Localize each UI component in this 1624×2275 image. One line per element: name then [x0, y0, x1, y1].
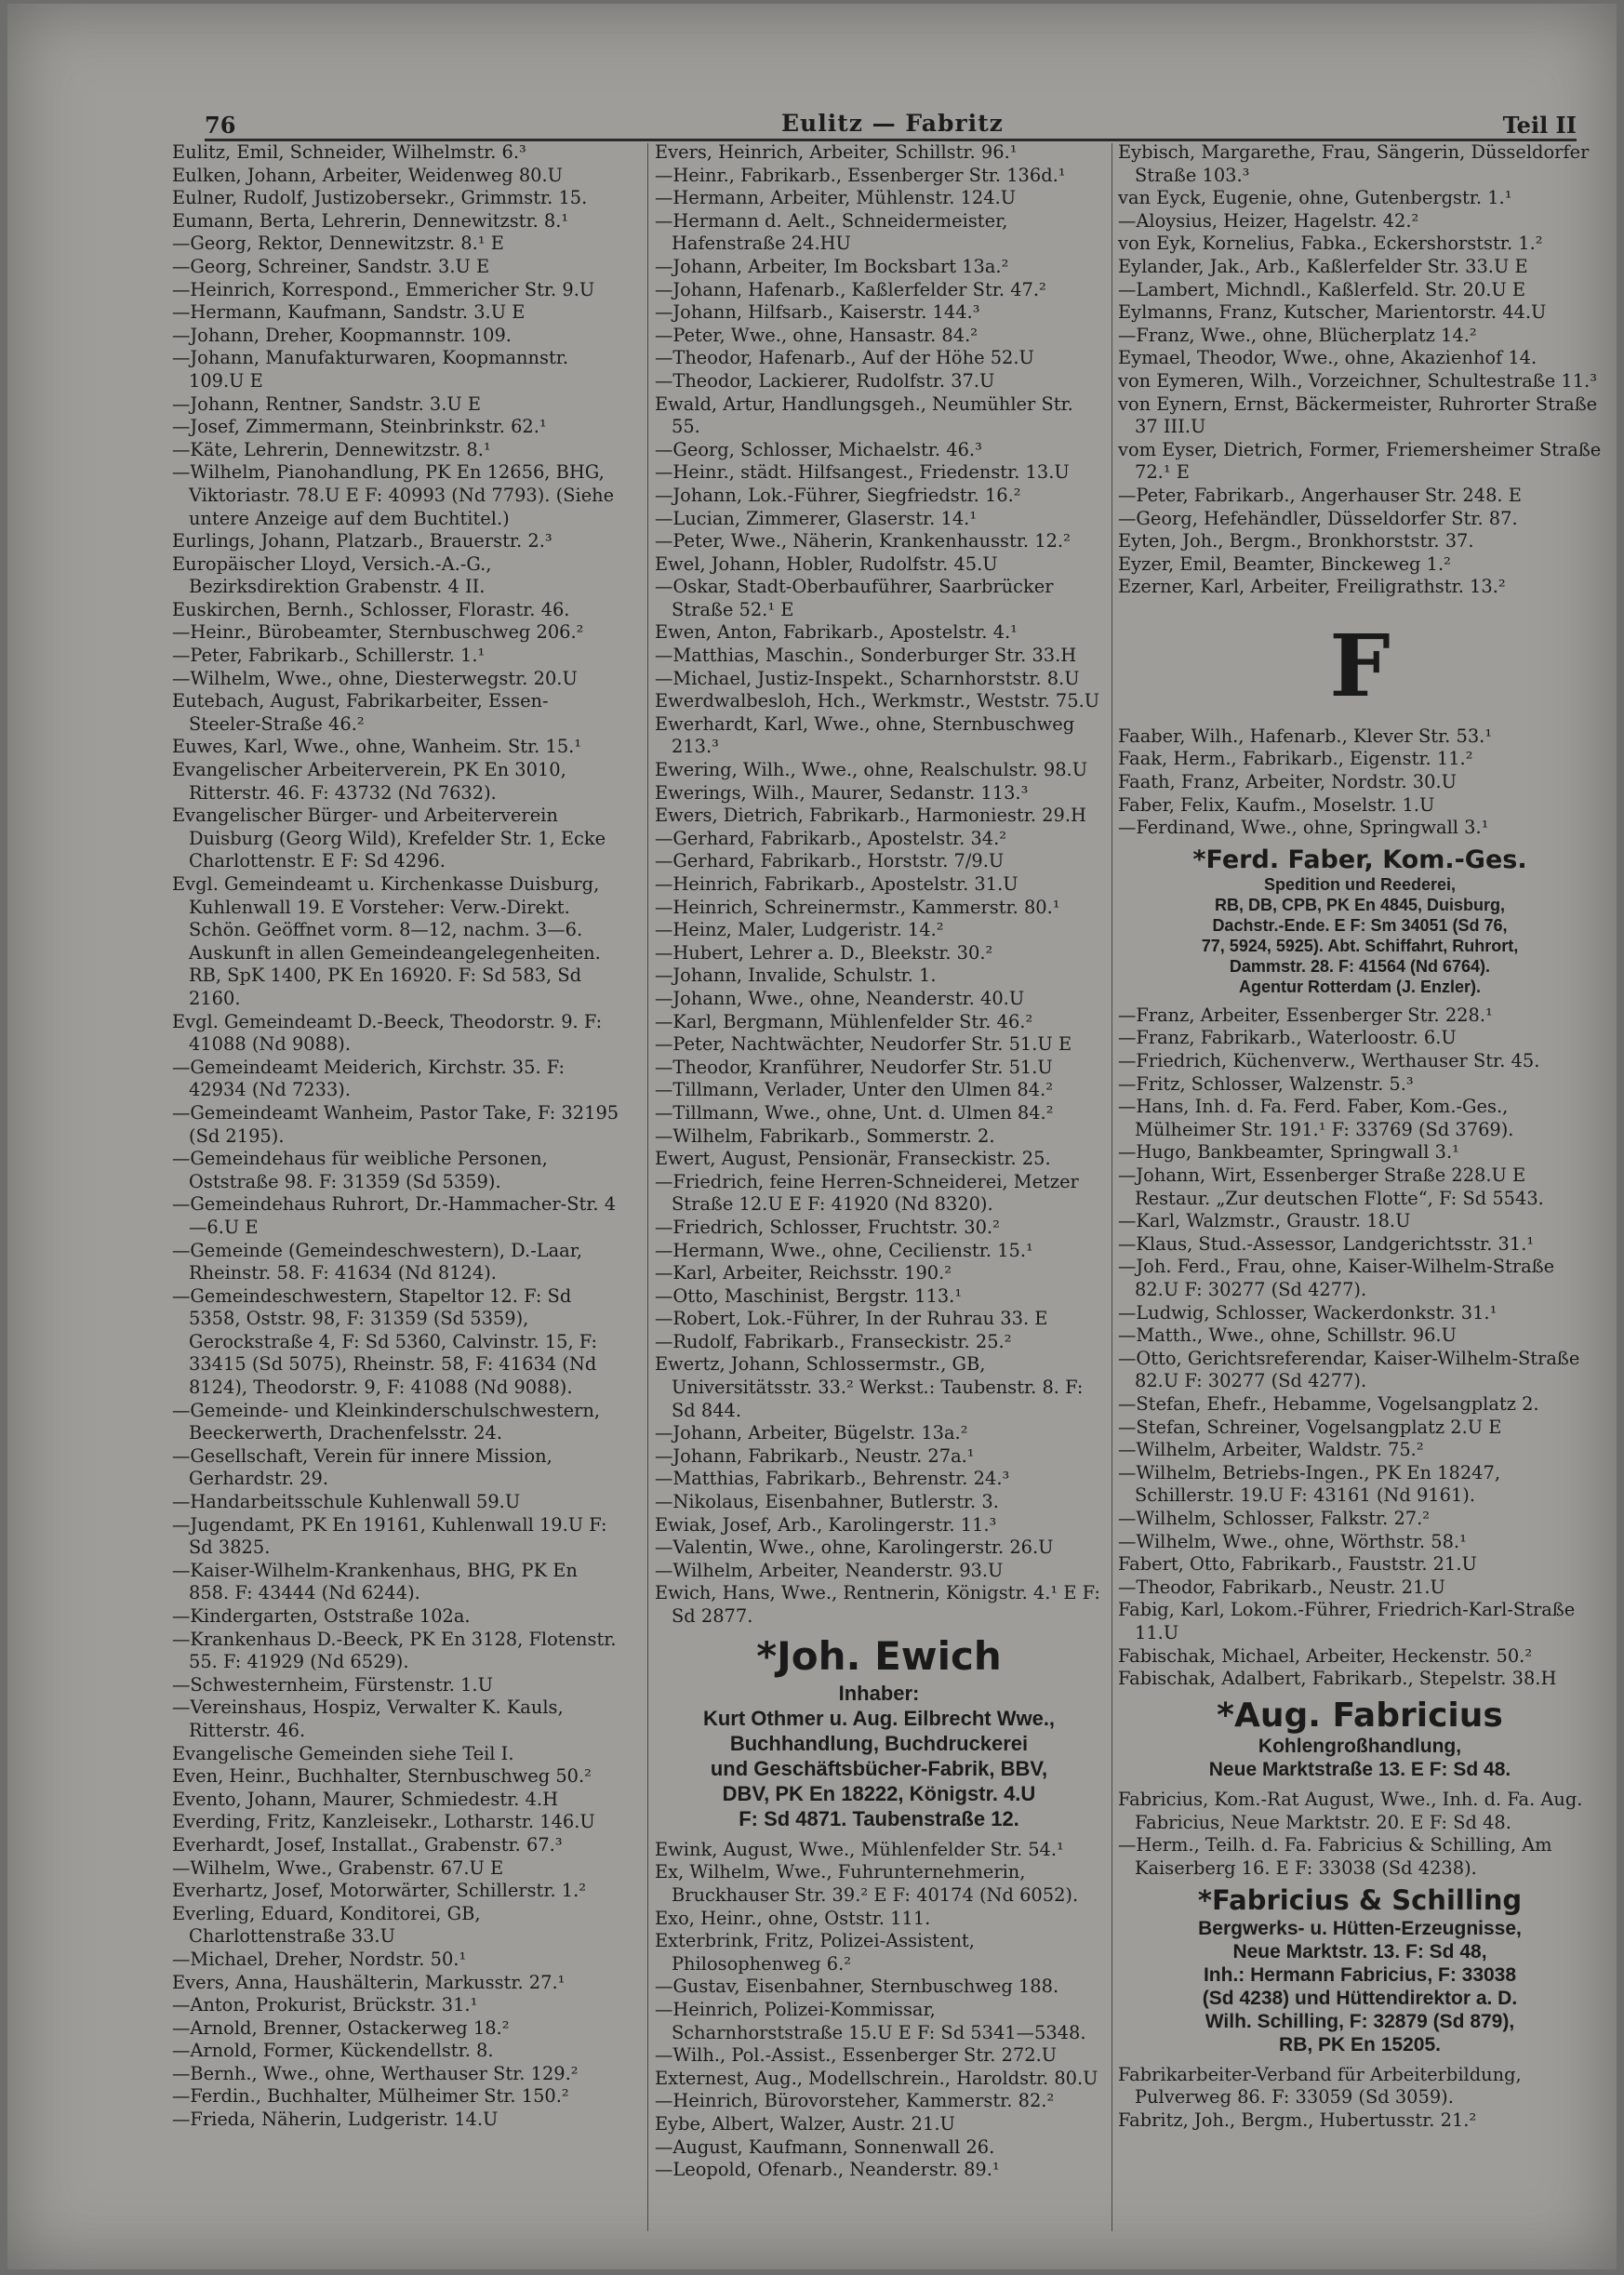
directory-entry: —Valentin, Wwe., ohne, Karolingerstr. 26.U — [655, 1537, 1054, 1559]
directory-entry: Fabischak, Adalbert, Fabrikarb., Stepelstr. 38.H — [1118, 1668, 1557, 1690]
directory-entry: —Karl, Arbeiter, Reichsstr. 190.² — [655, 1262, 952, 1284]
directory-entry: —Stefan, Ehefr., Hebamme, Vogelsangplatz 2. — [1118, 1392, 1539, 1415]
directory-entry: Fabischak, Michael, Arbeiter, Heckenstr. 50.² — [1118, 1644, 1533, 1667]
directory-entry: —Aloysius, Heizer, Hagelstr. 42.² — [1118, 209, 1419, 232]
advertisement-title: *Aug. Fabricius — [1217, 1696, 1503, 1735]
directory-entry: Ewald, Artur, Handlungsgeh., Neumühler Str. 55. — [655, 392, 1073, 438]
directory-entry: —Gerhard, Fabrikarb., Horststr. 7/9.U — [655, 850, 1005, 872]
directory-entry: Ewel, Johann, Hobler, Rudolfstr. 45.U — [655, 552, 998, 575]
advertisement-title: *Joh. Ewich — [756, 1632, 1002, 1679]
directory-entry: —Hermann, Arbeiter, Mühlenstr. 124.U — [655, 187, 1017, 209]
column-3 — [1118, 141, 1602, 2133]
directory-entry: Eurlings, Johann, Platzarb., Brauerstr. 2.³ — [172, 530, 552, 552]
directory-entry: Eyzer, Emil, Beamter, Binckeweg 1.² — [1118, 552, 1451, 575]
directory-entry: —Heinr., Bürobeamter, Sternbuschweg 206.² — [172, 621, 584, 644]
directory-entry: Fabritz, Joh., Bergm., Hubertusstr. 21.² — [1118, 2109, 1477, 2131]
directory-entry: —Hermann, Wwe., ohne, Cecilienstr. 15.¹ — [655, 1239, 1033, 1261]
directory-entry: Eybe, Albert, Walzer, Austr. 21.U — [655, 2113, 955, 2135]
column-1 — [172, 141, 620, 2132]
directory-entry: —Friedrich, Küchenverw., Werthauser Str. 45. — [1118, 1050, 1540, 1072]
directory-entry: —Ferdinand, Wwe., ohne, Springwall 3.¹ — [1118, 817, 1489, 839]
directory-entry: —Ferdin., Buchhalter, Mülheimer Str. 150.² — [172, 2085, 569, 2108]
directory-entry: —Johann, Rentner, Sandstr. 3.U E — [172, 392, 482, 415]
directory-entry: —Theodor, Hafenarb., Auf der Höhe 52.U — [655, 347, 1034, 369]
directory-entry: —Michael, Dreher, Nordstr. 50.¹ — [172, 1948, 467, 1970]
directory-entry: —Hugo, Bankbeamter, Springwall 3.¹ — [1118, 1141, 1459, 1164]
page-number: 76 — [205, 112, 236, 139]
directory-entry: Ewich, Hans, Wwe., Rentnerin, Königstr. 4.¹ E F: Sd 2877. — [655, 1582, 1100, 1627]
directory-page — [7, 4, 1617, 2269]
directory-entry: —Wilhelm, Schlosser, Falkstr. 27.² — [1118, 1507, 1431, 1529]
column-divider — [647, 143, 648, 2231]
directory-entry: Eyten, Joh., Bergm., Bronkhorststr. 37. — [1118, 530, 1474, 552]
directory-entry: Fabrikarbeiter-Verband für Arbeiterbildung, Pulverweg 86. F: 33059 (Sd 3059). — [1118, 2063, 1522, 2109]
advertisement-line: F: Sd 4871. Taubenstraße 12. — [739, 1806, 1019, 1830]
directory-entry: —Gemeindehaus für weibliche Personen, Oststraße 98. F: 31359 (Sd 5359). — [172, 1148, 548, 1192]
directory-entry: —Handarbeitsschule Kuhlenwall 59.U — [172, 1491, 521, 1513]
directory-entry: —Wilhelm, Wwe., ohne, Wörthstr. 58.¹ — [1118, 1530, 1467, 1552]
directory-entry: —Franz, Fabrikarb., Waterloostr. 6.U — [1118, 1027, 1457, 1049]
directory-entry: Ewink, August, Wwe., Mühlenfelder Str. 54.¹ — [655, 1838, 1064, 1860]
directory-entry: —Wilhelm, Fabrikarb., Sommerstr. 2. — [655, 1124, 995, 1147]
directory-entry: Everling, Eduard, Konditorei, GB, Charlottenstraße 33.U — [172, 1902, 481, 1948]
directory-entry: —Johann, Wirt, Essenberger Straße 228.U E Restaur. „Zur deutschen Flotte“, F: Sd 5543. — [1118, 1164, 1544, 1209]
directory-entry: Faber, Felix, Kaufm., Moselstr. 1.U — [1118, 793, 1435, 816]
directory-entry: Even, Heinr., Buchhalter, Sternbuschweg 50.² — [172, 1765, 592, 1788]
directory-entry: Eumann, Berta, Lehrerin, Dennewitzstr. 8.¹ — [172, 209, 569, 232]
advertisement-line: und Geschäftsbücher-Fabrik, BBV, — [710, 1756, 1048, 1780]
directory-entry: Eylander, Jak., Arb., Kaßlerfelder Str. 33.U E — [1118, 255, 1528, 277]
directory-entry: —Arnold, Former, Kückendellstr. 8. — [172, 2040, 494, 2062]
directory-entry: —Hermann, Kaufmann, Sandstr. 3.U E — [172, 301, 526, 324]
advertisement-line: DBV, PK En 18222, Königstr. 4.U — [722, 1781, 1036, 1805]
directory-entry: —Wilhelm, Arbeiter, Neanderstr. 93.U — [655, 1559, 1004, 1581]
directory-entry: —Tillmann, Wwe., ohne, Unt. d. Ulmen 84.² — [655, 1101, 1054, 1124]
advertisement-line: Inh.: Hermann Fabricius, F: 33038 — [1203, 1963, 1517, 1986]
directory-entry: —Klaus, Stud.-Assessor, Landgerichtsstr. 31.¹ — [1118, 1232, 1535, 1255]
directory-entry: —Lambert, Michndl., Kaßlerfeld. Str. 20.U E — [1118, 278, 1526, 300]
directory-entry: —Otto, Gerichtsreferendar, Kaiser-Wilhelm-Straße 82.U F: 30277 (Sd 4277). — [1118, 1347, 1580, 1392]
directory-entry: —August, Kaufmann, Sonnenwall 26. — [655, 2135, 995, 2158]
directory-entry: Evento, Johann, Maurer, Schmiedestr. 4.H — [172, 1788, 558, 1810]
directory-entry: Everhartz, Josef, Motorwärter, Schillerstr. 1.² — [172, 1880, 587, 1902]
directory-entry: von Eyk, Kornelius, Fabkа., Eckershorststr. 1.² — [1118, 233, 1543, 255]
directory-entry: Evgl. Gemeindeamt u. Kirchenkasse Duisburg, Kuhlenwall 19. E Vorsteher: Verw.-Direkt. Schön. Geöffnet vorm. 8—12, nachm. 3—6. Auskunft in allen Gemeindeangelegenheiten. RB, SpK 1400, PK En 16920. F: Sd 583, Sd 2160. — [172, 873, 601, 1009]
directory-entry: —Johann, Arbeiter, Im Bocksbart 13a.² — [655, 255, 1009, 277]
directory-entry: —Matthias, Fabrikarb., Behrenstr. 24.³ — [655, 1468, 1010, 1490]
advertisement-line: Spedition und Reederei, — [1263, 874, 1457, 894]
directory-entry: —Kaiser-Wilhelm-Krankenhaus, BHG, PK En 858. F: 43444 (Nd 6244). — [172, 1559, 578, 1604]
directory-entry: Evangelische Gemeinden siehe Teil I. — [172, 1742, 514, 1764]
directory-entry: —Peter, Wwe., ohne, Hansastr. 84.² — [655, 324, 978, 346]
advertisement — [655, 1634, 1103, 1831]
advertisement-line: Dammstr. 28. F: 41564 (Nd 6764). — [1229, 956, 1491, 976]
directory-entry: —Heinr., städt. Hilfsangest., Friedenstr. 13.U — [655, 461, 1070, 484]
directory-entry: —Theodor, Lackierer, Rudolfstr. 37.U — [655, 369, 995, 392]
directory-entry: von Eymeren, Wilh., Vorzeichner, Schultestraße 11.³ — [1118, 369, 1597, 392]
directory-entry: —Nikolaus, Eisenbahner, Butlerstr. 3. — [655, 1491, 999, 1513]
directory-entry: Ewering, Wilh., Wwe., ohne, Realschulstr. 98.U — [655, 759, 1088, 781]
directory-entry: —Karl, Bergmann, Mühlenfelder Str. 46.² — [655, 1010, 1033, 1032]
advertisement-line: Neue Marktstr. 13. F: Sd 48, — [1232, 1940, 1487, 1962]
directory-entry: von Eynern, Ernst, Bäckermeister, Ruhrorter Straße 37 III.U — [1118, 392, 1598, 438]
directory-entry: —Krankenhaus D.-Beeck, PK En 3128, Flotenstr. 55. F: 41929 (Nd 6529). — [172, 1628, 617, 1673]
directory-entry: —Ludwig, Schlosser, Wackerdonkstr. 31.¹ — [1118, 1301, 1498, 1324]
directory-entry: Euwes, Karl, Wwe., ohne, Wanheim. Str. 15.¹ — [172, 736, 582, 758]
directory-entry: —Peter, Fabrikarb., Angerhauser Str. 248. E — [1118, 484, 1522, 506]
directory-entry: Euskirchen, Bernh., Schlosser, Florastr. 46. — [172, 598, 570, 620]
directory-entry: —Wilh., Pol.-Assist., Essenberger Str. 272.U — [655, 2044, 1058, 2067]
advertisement-line: Agentur Rotterdam (J. Enzler). — [1238, 977, 1482, 996]
directory-entry: —Johann, Wwe., ohne, Neanderstr. 40.U — [655, 987, 1025, 1009]
directory-entry: —Wilhelm, Pianohandlung, PK En 12656, BHG, Viktoriastr. 78.U E F: 40993 (Nd 7793). (Siehe untere Anzeige auf dem Buchtitel.) — [172, 461, 615, 529]
directory-entry: —Heinrich, Fabrikarb., Apostelstr. 31.U — [655, 873, 1018, 895]
directory-entry: —Frieda, Näherin, Ludgeristr. 14.U — [172, 2109, 499, 2131]
directory-entry: —Otto, Maschinist, Bergstr. 113.¹ — [655, 1284, 963, 1307]
directory-entry: —Lucian, Zimmerer, Glaserstr. 14.¹ — [655, 507, 978, 529]
directory-entry: —Schwesternheim, Fürstenstr. 1.U — [172, 1673, 493, 1696]
directory-entry: —Heinrich, Schreinermstr., Kammerstr. 80.¹ — [655, 896, 1060, 918]
directory-entry: Eutebach, August, Fabrikarbeiter, Essen-Steeler-Straße 46.² — [172, 690, 549, 735]
directory-entry: —Gemeinde- und Kleinkinderschulschwestern, Beeckerwerth, Drachenfelsstr. 24. — [172, 1399, 601, 1444]
advertisement — [1118, 845, 1602, 997]
directory-entry: —Kindergarten, Oststraße 102a. — [172, 1605, 471, 1627]
directory-entry: —Vereinshaus, Hospiz, Verwalter K. Kauls, Ritterstr. 46. — [172, 1696, 564, 1741]
directory-entry: —Theodor, Kranführer, Neudorfer Str. 51.U — [655, 1056, 1053, 1078]
directory-entry: —Matth., Wwe., ohne, Schillstr. 96.U — [1118, 1324, 1457, 1347]
directory-entry: —Fritz, Schlosser, Walzenstr. 5.³ — [1118, 1072, 1414, 1095]
directory-entry: Faak, Herm., Fabrikarb., Eigenstr. 11.² — [1118, 748, 1473, 770]
directory-entry: Evangelischer Bürger- und Arbeiterverein Duisburg (Georg Wild), Krefelder Str. 1, Ecke Charlottenstr. E F: Sd 4296. — [172, 805, 606, 872]
directory-entry: —Heinz, Maler, Ludgeristr. 14.² — [655, 919, 944, 941]
directory-entry: —Gemeindeamt Meiderich, Kirchstr. 35. F: 42934 (Nd 7233). — [172, 1056, 566, 1101]
directory-entry: —Johann, Invalide, Schulstr. 1. — [655, 965, 937, 987]
page-header — [205, 108, 1577, 140]
directory-entry: —Gemeindeschwestern, Stapeltor 12. F: Sd 5358, Oststr. 98, F: 31359 (Sd 5359), Gerockstraße 4, F: Sd 5360, Calvinstr. 15, F: 33415 (Sd 5075), Rheinstr. 58, F: 41634 (Nd 8124), Theodorstr. 9, F: 41088 (Nd 9088). — [172, 1284, 598, 1399]
directory-entry: —Hermann d. Aelt., Schneidermeister, Hafenstraße 24.HU — [655, 209, 1008, 255]
directory-entry: van Eyck, Eugenie, ohne, Gutenbergstr. 1.¹ — [1118, 187, 1512, 209]
directory-entry: Eulken, Johann, Arbeiter, Weidenweg 80.U — [172, 164, 564, 186]
directory-entry: —Hans, Inh. d. Fa. Ferd. Faber, Kom.-Ges., Mülheimer Str. 191.¹ F: 33769 (Sd 3769). — [1118, 1096, 1514, 1140]
directory-entry: Evers, Anna, Haushälterin, Markusstr. 27.¹ — [172, 1971, 566, 1993]
directory-entry: Ezerner, Karl, Arbeiter, Freiligrathstr. 13.² — [1118, 576, 1506, 598]
advertisement-title: *Ferd. Faber, Kom.-Ges. — [1192, 845, 1527, 874]
advertisement-line: Kohlengroßhandlung, — [1258, 1736, 1462, 1758]
directory-entry: Everhardt, Josef, Installat., Grabenstr. 67.³ — [172, 1833, 563, 1856]
directory-entry: Ewiak, Josef, Arb., Karolingerstr. 11.³ — [655, 1513, 997, 1536]
directory-entry: —Gustav, Eisenbahner, Sternbuschweg 188. — [655, 1976, 1059, 1998]
directory-entry: Fabert, Otto, Fabrikarb., Fauststr. 21.U — [1118, 1553, 1477, 1576]
directory-entry: —Gemeinde (Gemeindeschwestern), D.-Laar, Rheinstr. 58. F: 41634 (Nd 8124). — [172, 1239, 583, 1284]
directory-entry: Fabig, Karl, Lokom.-Führer, Friedrich-Karl-Straße 11.U — [1118, 1599, 1576, 1643]
directory-entry: —Gemeindeamt Wanheim, Pastor Take, F: 32195 (Sd 2195). — [172, 1101, 619, 1147]
directory-entry: —Anton, Prokurist, Brückstr. 31.¹ — [172, 1994, 478, 2016]
directory-entry: —Bernh., Wwe., ohne, Werthauser Str. 129.² — [172, 2062, 579, 2084]
directory-entry: Everding, Fritz, Kanzleisekr., Lotharstr. 146.U — [172, 1811, 595, 1833]
directory-entry: Exo, Heinr., ohne, Oststr. 111. — [655, 1907, 931, 1929]
advertisement-line: Wilh. Schilling, F: 32879 (Sd 879), — [1205, 2010, 1515, 2032]
section-letter: F — [1329, 615, 1391, 716]
directory-entry: —Josef, Zimmermann, Steinbrinkstr. 62.¹ — [172, 416, 547, 438]
directory-entry: —Rudolf, Fabrikarb., Franseckistr. 25.² — [655, 1330, 1012, 1352]
directory-entry: —Johann, Arbeiter, Bügelstr. 13a.² — [655, 1422, 968, 1444]
directory-entry: —Franz, Arbeiter, Essenberger Str. 228.¹ — [1118, 1004, 1493, 1026]
directory-entry: —Peter, Fabrikarb., Schillerstr. 1.¹ — [172, 645, 486, 667]
directory-entry: Evers, Heinrich, Arbeiter, Schillstr. 96.¹ — [655, 141, 1018, 163]
directory-entry: Eylmanns, Franz, Kutscher, Marientorstr. 44.U — [1118, 301, 1547, 324]
directory-entry: —Wilhelm, Arbeiter, Waldstr. 75.² — [1118, 1439, 1424, 1461]
directory-entry: —Friedrich, feine Herren-Schneiderei, Metzer Straße 12.U E F: 41920 (Nd 8320). — [655, 1170, 1079, 1216]
advertisement-line: RB, DB, CPB, PK En 4845, Duisburg, — [1214, 895, 1506, 914]
directory-entry: Fabricius, Kom.-Rat August, Wwe., Inh. d. Fa. Aug. Fabricius, Neue Marktstr. 20. E F: Sd 48. — [1118, 1789, 1583, 1833]
directory-entry: —Johann, Hafenarb., Kaßlerfelder Str. 47.² — [655, 278, 1046, 300]
directory-entry: —Franz, Wwe., ohne, Blücherplatz 14.² — [1118, 324, 1477, 346]
directory-entry: —Friedrich, Schlosser, Fruchtstr. 30.² — [655, 1216, 1000, 1238]
directory-entry: —Johann, Fabrikarb., Neustr. 27a.¹ — [655, 1444, 975, 1467]
advertisement-line: (Sd 4238) und Hüttendirektor a. D. — [1202, 1987, 1518, 2009]
directory-entry: Faath, Franz, Arbeiter, Nordstr. 30.U — [1118, 771, 1457, 793]
directory-entry: —Johann, Hilfsarb., Kaiserstr. 144.³ — [655, 301, 980, 324]
directory-entry: Eulner, Rudolf, Justizobersekr., Grimmstr. 15. — [172, 187, 588, 209]
advertisement-line: Inhaber: — [838, 1681, 920, 1705]
directory-entry: vom Eyser, Dietrich, Former, Friemersheimer Straße 72.¹ E — [1118, 438, 1602, 484]
advertisement-line: 77, 5924, 5925). Abt. Schiffahrt, Ruhrort, — [1201, 936, 1519, 955]
advertisement-title: *Fabricius & Schilling — [1197, 1884, 1523, 1917]
directory-entry: —Theodor, Fabrikarb., Neustr. 21.U — [1118, 1576, 1445, 1598]
directory-entry: —Georg, Schlosser, Michaelstr. 46.³ — [655, 438, 982, 460]
directory-entry: Externest, Aug., Modellschrein., Haroldstr. 80.U — [655, 2067, 1098, 2089]
directory-entry: Ewerdwalbesloh, Hch., Werkmstr., Weststr. 75.U — [655, 690, 1100, 712]
directory-entry: —Arnold, Brenner, Ostackerweg 18.² — [172, 2016, 510, 2039]
directory-entry: —Herm., Teilh. d. Fa. Fabricius & Schilling, Am Kaiserberg 16. E F: 33038 (Sd 4238). — [1118, 1834, 1552, 1879]
directory-entry: —Matthias, Maschin., Sonderburger Str. 33.H — [655, 645, 1077, 667]
directory-entry: Ewerings, Wilh., Maurer, Sedanstr. 113.³ — [655, 781, 1029, 804]
advertisement-line: RB, PK En 15205. — [1279, 2033, 1441, 2055]
directory-entry: Faaber, Wilh., Hafenarb., Klever Str. 53.¹ — [1118, 725, 1493, 747]
advertisement — [1118, 1885, 1602, 2055]
directory-entry: —Johann, Dreher, Koopmannstr. 109. — [172, 324, 512, 346]
directory-entry: —Johann, Manufakturwaren, Koopmannstr. 109.U E — [172, 347, 569, 392]
directory-entry: —Joh. Ferd., Frau, ohne, Kaiser-Wilhelm-Straße 82.U F: 30277 (Sd 4277). — [1118, 1256, 1555, 1301]
directory-entry: —Michael, Justiz-Inspekt., Scharnhorststr. 8.U — [655, 667, 1080, 689]
directory-entry: —Hubert, Lehrer a. D., Bleekstr. 30.² — [655, 941, 993, 964]
directory-entry: —Stefan, Schreiner, Vogelsangplatz 2.U E — [1118, 1416, 1502, 1438]
directory-entry: Eymael, Theodor, Wwe., ohne, Akazienhof 14. — [1118, 347, 1537, 369]
directory-entry: Ewertz, Johann, Schlossermstr., GB, Universitätsstr. 33.² Werkst.: Taubenstr. 8. F: Sd 844. — [655, 1353, 1084, 1421]
directory-entry: Eybisch, Margarethe, Frau, Sängerin, Düsseldorfer Straße 103.³ — [1118, 141, 1590, 186]
directory-entry: Ex, Wilhelm, Wwe., Fuhrunternehmerin, Bruckhauser Str. 39.² E F: 40174 (Nd 6052). — [655, 1861, 1079, 1907]
directory-entry: —Leopold, Ofenarb., Neanderstr. 89.¹ — [655, 2159, 1000, 2181]
directory-entry: Evgl. Gemeindeamt D.-Beeck, Theodorstr. 9. F: 41088 (Nd 9088). — [172, 1010, 603, 1056]
column-2 — [655, 141, 1103, 2182]
directory-entry: Ewert, August, Pensionär, Franseckistr. 25. — [655, 1148, 1051, 1170]
directory-entry: —Gemeindehaus Ruhrort, Dr.-Hammacher-Str. 4—6.U E — [172, 1193, 617, 1238]
directory-entry: Ewen, Anton, Fabrikarb., Apostelstr. 4.¹ — [655, 621, 1018, 644]
directory-entry: —Heinrich, Polizei-Kommissar, Scharnhorststraße 15.U E F: Sd 5341—5348. — [655, 1999, 1086, 2043]
directory-entry: —Robert, Lok.-Führer, In der Ruhrau 33. E — [655, 1308, 1048, 1330]
directory-entry: Eulitz, Emil, Schneider, Wilhelmstr. 6.³ — [172, 141, 526, 163]
directory-entry: —Heinr., Fabrikarb., Essenberger Str. 136d.¹ — [655, 164, 1066, 186]
directory-entry: —Georg, Hefehändler, Düsseldorfer Str. 87. — [1118, 507, 1518, 529]
advertisement-line: Dachstr.-Ende. E F: Sm 34051 (Sd 76, — [1212, 915, 1508, 935]
directory-entry: —Georg, Schreiner, Sandstr. 3.U E — [172, 255, 490, 277]
part-label: Teil II — [1502, 112, 1577, 139]
advertisement-line: Bergwerks- u. Hütten-Erzeugnisse, — [1198, 1917, 1522, 1939]
directory-entry: —Peter, Wwe., Näherin, Krankenhausstr. 12.² — [655, 530, 1071, 552]
directory-entry: —Gerhard, Fabrikarb., Apostelstr. 34.² — [655, 827, 1007, 849]
advertisement-line: Kurt Othmer u. Aug. Eilbrecht Wwe., — [702, 1706, 1056, 1730]
directory-entry: —Georg, Rektor, Dennewitzstr. 8.¹ E — [172, 233, 504, 255]
directory-entry: —Oskar, Stadt-Oberbauführer, Saarbrücker Straße 52.¹ E — [655, 576, 1054, 620]
advertisement — [1118, 1696, 1602, 1781]
directory-entry: —Karl, Walzmstr., Graustr. 18.U — [1118, 1210, 1411, 1232]
directory-entry: —Wilhelm, Wwe., Grabenstr. 67.U E — [172, 1856, 504, 1879]
advertisement-line: Buchhandlung, Buchdruckerei — [729, 1731, 1029, 1755]
directory-entry: —Heinrich, Korrespond., Emmericher Str. 9.U — [172, 278, 595, 300]
directory-entry: Ewers, Dietrich, Fabrikarb., Harmoniestr. 29.H — [655, 805, 1086, 827]
directory-entry: —Tillmann, Verlader, Unter den Ulmen 84.² — [655, 1079, 1054, 1101]
directory-entry: Evangelischer Arbeiterverein, PK En 3010, Ritterstr. 46. F: 43732 (Nd 7632). — [172, 759, 566, 804]
directory-entry: —Heinrich, Bürovorsteher, Kammerstr. 82.² — [655, 2090, 1055, 2112]
directory-entry: —Käte, Lehrerin, Dennewitzstr. 8.¹ — [172, 438, 491, 460]
directory-entry: —Gesellschaft, Verein für innere Mission, Gerhardstr. 29. — [172, 1444, 552, 1490]
directory-entry: —Wilhelm, Betriebs-Ingen., PK En 18247, Schillerstr. 19.U F: 43161 (Nd 9161). — [1118, 1461, 1501, 1507]
directory-entry: —Peter, Nachtwächter, Neudorfer Str. 51.U E — [655, 1033, 1072, 1056]
directory-entry: —Wilhelm, Wwe., ohne, Diesterwegstr. 20.U — [172, 667, 578, 689]
directory-entry: Ewerhardt, Karl, Wwe., ohne, Sternbuschweg 213.³ — [655, 712, 1075, 758]
directory-entry: —Johann, Lok.-Führer, Siegfriedstr. 16.² — [655, 484, 1021, 506]
name-range: Eulitz — Fabritz — [781, 110, 1004, 137]
directory-entry: —Jugendamt, PK En 19161, Kuhlenwall 19.U F: Sd 3825. — [172, 1513, 607, 1559]
directory-entry: Exterbrink, Fritz, Polizei-Assistent, Philosophenweg 6.² — [655, 1930, 975, 1975]
advertisement-line: Neue Marktstraße 13. E F: Sd 48. — [1208, 1759, 1511, 1781]
directory-entry: Europäischer Lloyd, Versich.-A.-G., Bezirksdirektion Grabenstr. 4 II. — [172, 552, 492, 598]
